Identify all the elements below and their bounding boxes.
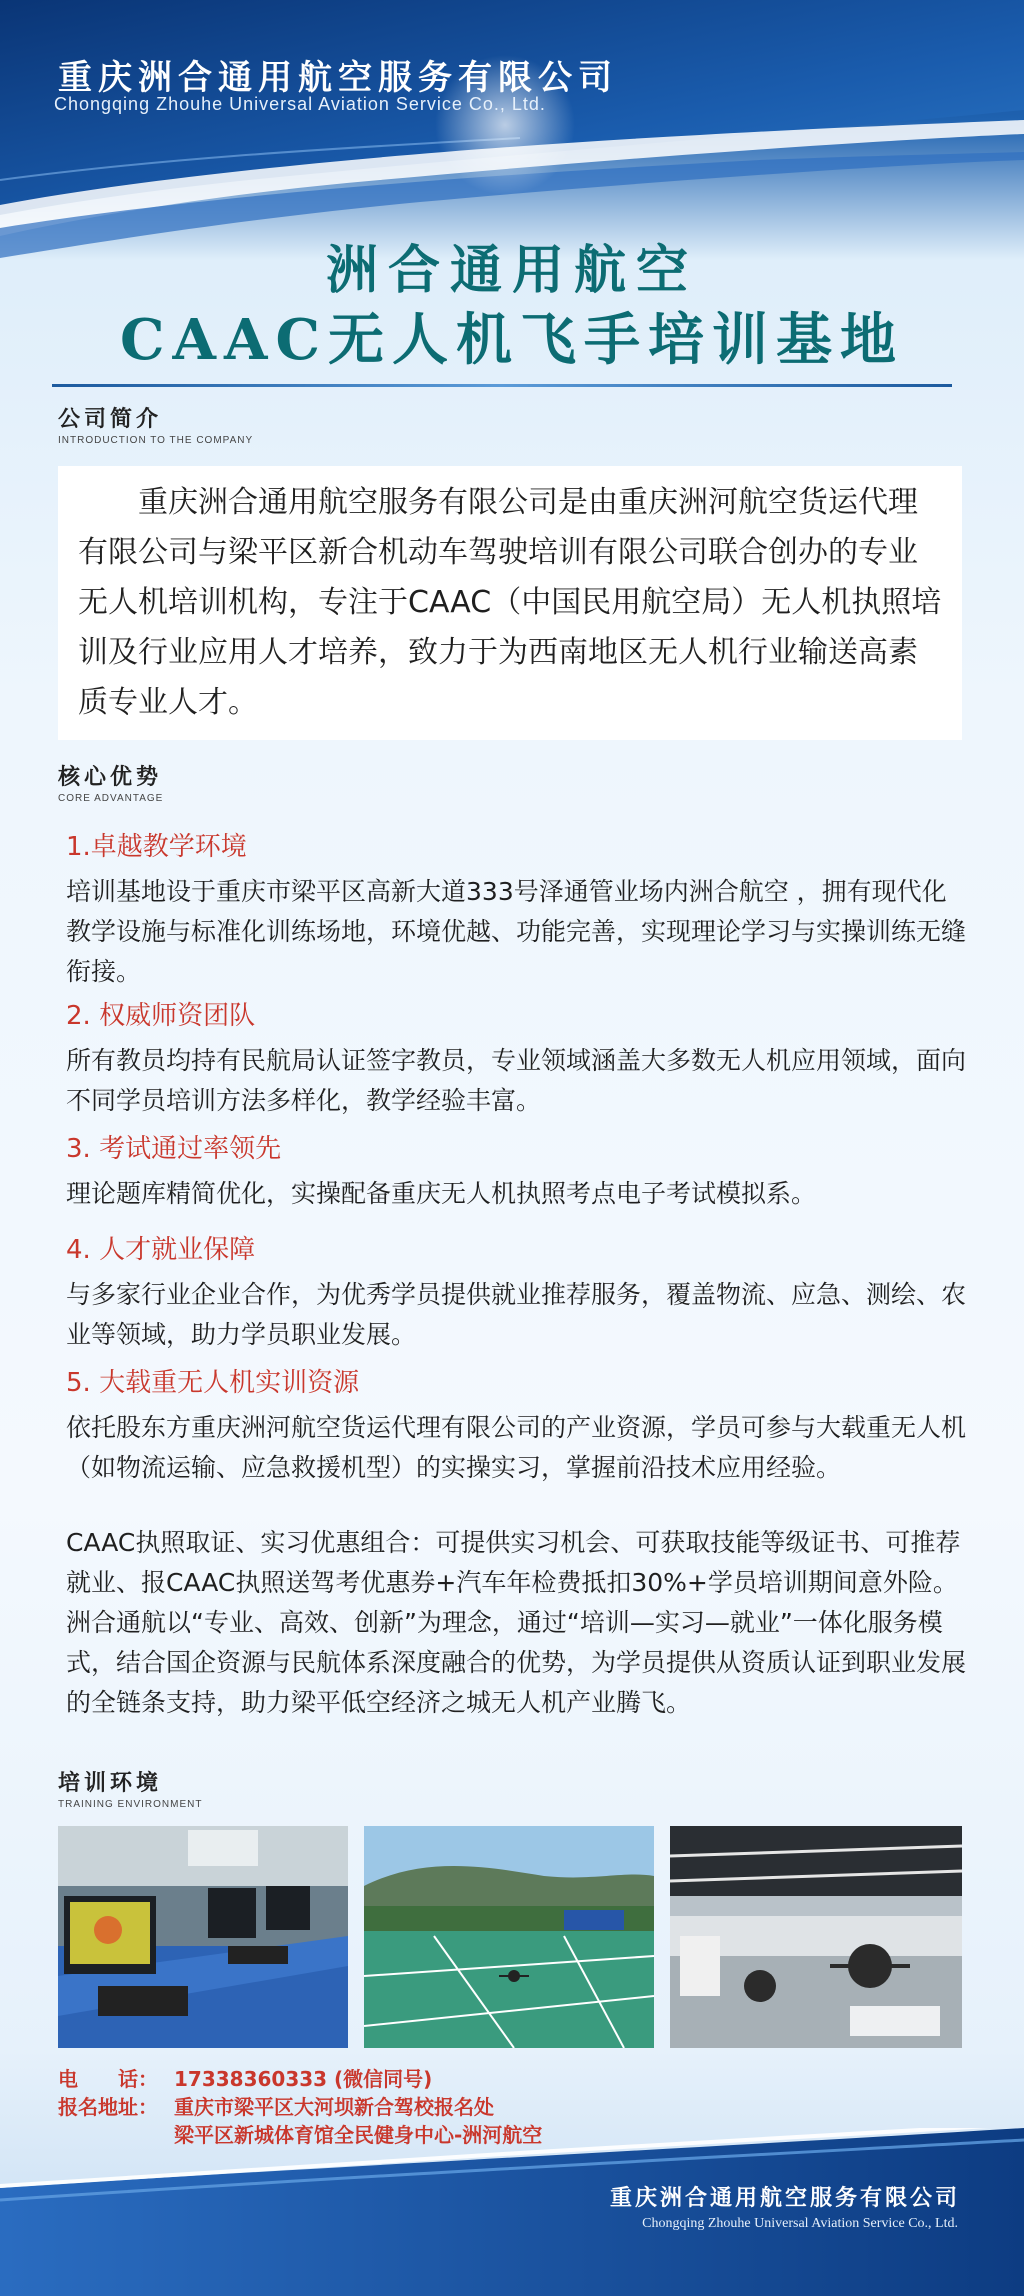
advantages-heading-en: CORE ADVANTAGE (58, 793, 164, 804)
advantage-title-5: 5. 大载重无人机实训资源 (66, 1368, 360, 1398)
phone-label: 电 话： (58, 2067, 158, 2091)
phone-number: 17338360333 (微信同号) (174, 2067, 433, 2091)
footer-banner (0, 2128, 1024, 2296)
header-banner (0, 0, 1024, 260)
advantages-heading: 核心优势 (58, 765, 163, 790)
advantages-summary: CAAC执照取证、实习优惠组合：可提供实习机会、可获取技能等级证书、可推荐就业、报CAAC执照送驾考优惠券+汽车年检费抵扣30%+学员培训期间意外险。 洲合通航以“专业、高效、创新”为理念，通过“培训—实习—就业”一体化服务模式，结合国企资源与民航体系深度融合的优势，为学员提供从资质认证到职业发展的全链条支持，助力梁平低空经济之城无人机产业腾飞。 (66, 1528, 967, 1717)
environment-heading: 培训环境 (58, 1771, 163, 1796)
photo-drone-hangar (670, 1826, 962, 2048)
advantage-body-4: 与多家行业企业合作，为优秀学员提供就业推荐服务，覆盖物流、应急、测绘、农业等领域，助力学员职业发展。 (66, 1280, 967, 1349)
photo-classroom (58, 1826, 348, 2048)
footer-company-name: 重庆洲合通用航空服务有限公司 (609, 2185, 960, 2211)
intro-text: 重庆洲合通用航空服务有限公司是由重庆洲河航空货运代理有限公司与梁平区新合机动车驾驶培训有限公司联合创办的专业无人机培训机构，专注于CAAC（中国民用航空局）无人机执照培训及行业应用人才培养，致力于为西南地区无人机行业输送高素质专业人才。 (78, 485, 942, 720)
intro-heading: 公司简介 (58, 407, 163, 432)
main-title-line1: 洲合通用航空 (325, 240, 698, 301)
advantage-title-3: 3. 考试通过率领先 (66, 1134, 282, 1164)
advantage-body-5: 依托股东方重庆洲河航空货运代理有限公司的产业资源，学员可参与大载重无人机（如物流运输、应急救援机型）的实操实习，掌握前沿技术应用经验。 (66, 1413, 967, 1482)
intro-box (58, 466, 962, 740)
advantage-body-1: 培训基地设于重庆市梁平区高新大道333号泽通管业场内洲合航空 ，拥有现代化教学设施与标准化训练场地，环境优越、功能完善，实现理论学习与实操训练无缝衔接。 (66, 877, 967, 986)
advantage-title-4: 4. 人才就业保障 (66, 1235, 256, 1265)
footer-wave-graphic (0, 2128, 1024, 2296)
address-label: 报名地址： (58, 2095, 158, 2119)
title-divider (52, 384, 952, 387)
advantage-title-2: 2. 权威师资团队 (66, 1001, 256, 1031)
main-title-line2: CAAC无人机飞手培训基地 (119, 307, 905, 373)
contact-phone-row (58, 2063, 432, 2092)
contact-address-row (58, 2091, 494, 2120)
intro-heading-en: INTRODUCTION TO THE COMPANY (58, 435, 254, 446)
footer-company-name-en: Chongqing Zhouhe Universal Aviation Service Co., Ltd. (642, 2216, 958, 2231)
address-line2: 梁平区新城体育馆全民健身中心-洲河航空 (174, 2123, 543, 2147)
advantage-title-1: 1.卓越教学环境 (66, 832, 247, 862)
address-line1: 重庆市梁平区大河坝新合驾校报名处 (174, 2095, 494, 2119)
header-company-name: 重庆洲合通用航空服务有限公司 (58, 58, 618, 98)
photo-training-field (364, 1826, 654, 2048)
advantage-body-3: 理论题库精简优化，实操配备重庆无人机执照考点电子考试模拟系。 (66, 1179, 817, 1208)
header-wave-graphic (0, 0, 1024, 260)
advantage-body-2: 所有教员均持有民航局认证签字教员，专业领域涵盖大多数无人机应用领域，面向不同学员培训方法多样化，教学经验丰富。 (66, 1046, 967, 1115)
header-company-name-en: Chongqing Zhouhe Universal Aviation Service Co., Ltd. (54, 94, 546, 114)
environment-heading-en: TRAINING ENVIRONMENT (58, 1799, 203, 1810)
